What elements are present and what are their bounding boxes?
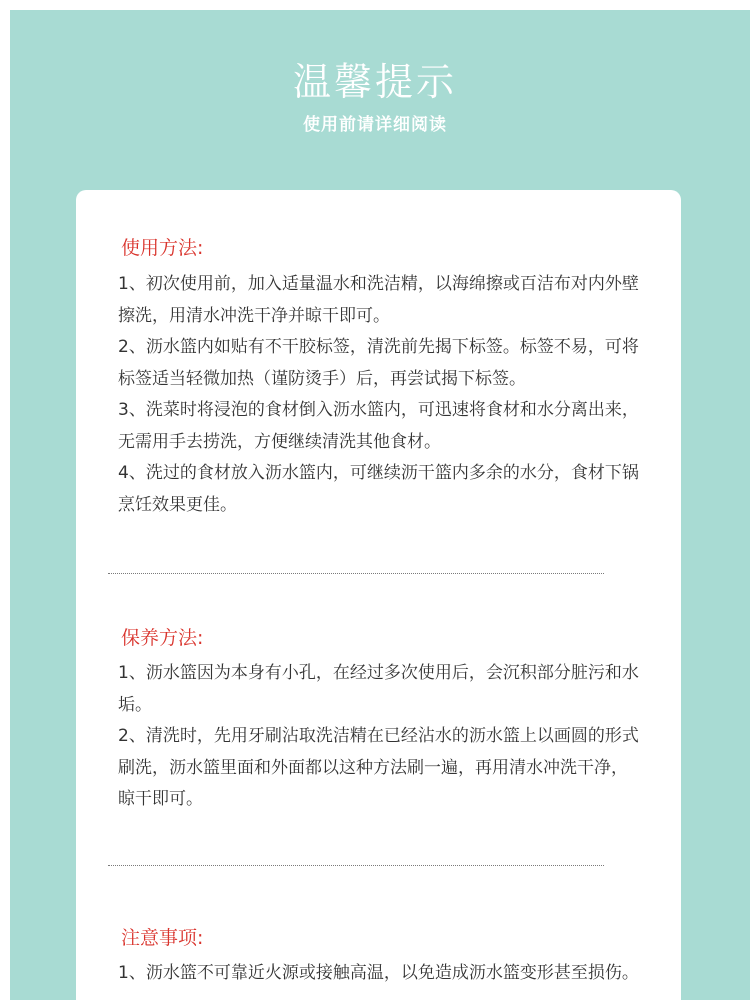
notice-step-1: 1、沥水篮不可靠近火源或接触高温，以免造成沥水篮变形甚至损伤。	[118, 963, 639, 983]
usage-step-4: 4、洗过的食材放入沥水篮内，可继续沥干篮内多余的水分，食材下锅烹饪效果更佳。	[118, 463, 639, 515]
notice-section-title: 注意事项:	[121, 927, 204, 949]
usage-step-2: 2、沥水篮内如贴有不干胶标签，清洗前先揭下标签。标签不易，可将标签适当轻微加热（谨防烫手）后，再尝试揭下标签。	[118, 337, 639, 389]
usage-step-3: 3、洗菜时将浸泡的食材倒入沥水篮内，可迅速将食材和水分离出来，无需用手去捞洗，方便继续清洗其他食材。	[118, 400, 639, 452]
content-card	[76, 190, 681, 1000]
maintenance-step-2: 2、清洗时，先用牙刷沾取洗洁精在已经沾水的沥水篮上以画圆的形式刷洗，沥水篮里面和外面都以这种方法刷一遍，再用清水冲洗干净，晾干即可。	[118, 726, 639, 809]
page-subtitle: 使用前请详细阅读	[303, 115, 447, 135]
usage-step-1: 1、初次使用前，加入适量温水和洗洁精，以海绵擦或百洁布对内外壁擦洗，用清水冲洗干净并晾干即可。	[118, 274, 639, 326]
usage-section-title: 使用方法:	[121, 237, 204, 259]
section-divider	[108, 573, 604, 574]
maintenance-step-1: 1、沥水篮因为本身有小孔，在经过多次使用后，会沉积部分脏污和水垢。	[118, 663, 639, 715]
page-title: 温馨提示	[292, 60, 457, 104]
maintenance-section-title: 保养方法:	[121, 627, 204, 649]
section-divider	[108, 865, 604, 866]
